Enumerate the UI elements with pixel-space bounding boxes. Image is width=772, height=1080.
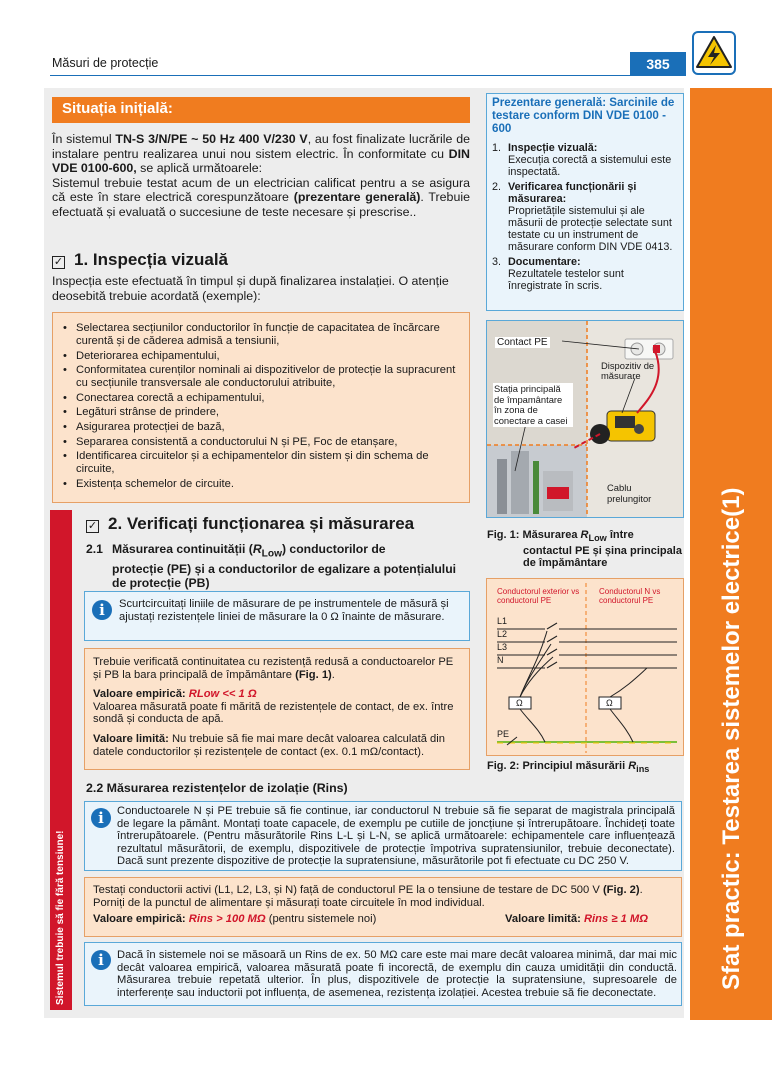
inspection-item: • Deteriorarea echipamentului, bbox=[63, 350, 461, 363]
section-title: Măsuri de protecție bbox=[52, 56, 159, 70]
inspection-text: Inspecția este efectuată în timpul și după finalizarea instalației. O atenție deosebită trebuie acordată (exemple): bbox=[52, 274, 449, 303]
inspection-item: • Legături strânse de prindere, bbox=[63, 406, 461, 419]
side-warning: Sistemul trebuie să fie fără tensiune! bbox=[55, 830, 66, 1005]
side-title: Sfat practic: Testarea sistemelor electrice(1) bbox=[718, 487, 745, 990]
fig2-line-label: L3 bbox=[497, 642, 508, 652]
fig2-line-label: L2 bbox=[497, 629, 508, 639]
page-header bbox=[50, 52, 686, 76]
checkbox-icon: ✓ bbox=[87, 520, 98, 532]
fig2-meter-label: Ω bbox=[516, 698, 523, 708]
inspection-examples-box bbox=[52, 312, 470, 503]
overview-item: 1. Inspecție vizuală: Execuția corectă a sistemului este inspectată. bbox=[492, 142, 672, 179]
info-icon: i bbox=[92, 600, 112, 620]
inspection-item: • Conformitatea curenților nominali ai dispozitivelor de protecție la supracurent cu secțiunile transversale ale conductorului atribuite, bbox=[63, 364, 461, 390]
info-text: Conductoarele N și PE trebuie să fie continue, iar conductorul N trebuie să fie separat de magistrala principală de legare la pământ. Montați toate capacele, de exemplu pe cutiile de joncțiune și întrerupătoare. Închideți toate întrerupătoarele. (Pentru măsurătorile Rins L-L și L-N, se aplică următoarele: echipamentele care influențează rezultatul măsurătorii, de exemplu, dispozitivele de protecție împotriva supratensiunilor, trebuie deconectate). Dacă sunt prezente dispozitive de protecție la supratensiune, măsurătorile pot fi efectuate cu DC 250 V. bbox=[117, 805, 675, 868]
info-icon: i bbox=[91, 808, 111, 828]
inspection-item: • Existența schemelor de circuite. bbox=[63, 478, 461, 491]
overview-item: 3. Documentare: Rezultatele testelor sunt înregistrate în scris. bbox=[492, 256, 624, 293]
page-number: 385 bbox=[630, 52, 686, 76]
overview-box bbox=[486, 93, 684, 311]
fig1-caption: Fig. 1: Măsurarea $R_{Low}$ între contactul PE și șina principala de împământare bbox=[487, 529, 682, 570]
fig1-photo bbox=[486, 320, 684, 518]
info-box-short-circuit bbox=[84, 591, 470, 641]
checkbox-icon: ✓ bbox=[53, 256, 64, 268]
overview-title: Prezentare generală: Sarcinile de testare conform DIN VDE 0100 - 600 bbox=[492, 96, 675, 135]
fig1-label-station: Stația principală de împamântare în zona de conectare a casei bbox=[493, 383, 573, 427]
fig2-col2-label: Conductorul N vs conductorul PE bbox=[599, 587, 661, 605]
inspection-list bbox=[63, 322, 461, 491]
continuity-box bbox=[84, 648, 470, 770]
info-box-insulation bbox=[84, 801, 682, 871]
section-2-2-heading: 2.2 Măsurarea rezistențelor de izolație (Rins) bbox=[86, 781, 348, 795]
overview-item: 2. Verificarea funcționării și măsurarea: Proprietățile sistemului și ale măsurii de protecție selectate sunt testate cu un instrument de măsurare conform DIN VDE 0413. bbox=[492, 181, 673, 254]
fig1-label-contact-pe: Contact PE bbox=[497, 337, 548, 348]
fig2-meter-label: Ω bbox=[606, 698, 613, 708]
insulation-test-box bbox=[84, 877, 682, 937]
continuity-text: Trebuie verificată continuitatea cu rezistență redusă a conductoarelor PE și PB la bara principală de împământare (Fig. 1). bbox=[93, 656, 454, 681]
fig2-col1-label: Conductorul exterior vs conductorul PE bbox=[497, 587, 580, 605]
fig2-schematic bbox=[486, 578, 684, 756]
inspection-item: • Identificarea circuitelor și a echipamentelor din sistem și din schema de circuite, bbox=[63, 450, 461, 476]
limit-value-block: Valoare limită: Rins ≥ 1 MΩ bbox=[505, 912, 648, 925]
limit-value-block: Valoare limită: Nu trebuie să fie mai mare decât valoarea calculată din datele conductorilor și rezistențele de contact (ex. 0.1 mΩ/contact). bbox=[93, 732, 445, 758]
info-icon: i bbox=[91, 950, 111, 970]
situation-title: Situația inițială: bbox=[62, 100, 173, 117]
fig2-line-label: N bbox=[497, 655, 504, 665]
inspection-item: • Separarea consistentă a conductorului N și PE, Foc de etanșare, bbox=[63, 436, 461, 449]
insulation-test-text: Testați conductorii activi (L1, L2, L3, și N) față de conductorul PE la o tensiune de testare de DC 500 V (Fig. 2). Porniți de la punctul de alimentare și măsurați toate circuitele în mod individual. bbox=[93, 884, 643, 909]
empirical-value-block: Valoare empirică: Rins > 100 MΩ (pentru sistemele noi) bbox=[93, 912, 377, 925]
fig2-caption: Fig. 2: Principiul măsurării $R_{ins}$ bbox=[487, 760, 650, 775]
fig1-label-cable: Cablu prelungitor bbox=[607, 482, 652, 504]
info-text: Dacă în sistemele noi se măsoară un Rins de ex. 50 MΩ care este mai mare decât valoarea minimă, dar mai mic decât valoarea empirică, valoarea măsurată poate fi incorectă, de exemplu din cauza umidității din conductă. Măsurarea trebuie repetată ulterior. În plus, dispozitivele de protecție la supratensiune, supresoarele de interferențe sau inductorii pot influența, de asemenea, rezistența izolației. Acestea trebuie să fie deconectate. bbox=[117, 949, 677, 999]
overview-list bbox=[492, 142, 677, 292]
inspection-item: • Selectarea secțiunilor conductorilor în funcție de capacitatea de încărcare curentă și de căderea admisă a tensiunii, bbox=[63, 322, 461, 348]
inspection-item: • Conectarea corectă a echipamentului, bbox=[63, 392, 461, 405]
high-voltage-warning-icon bbox=[692, 31, 736, 75]
fig2-line-label: PE bbox=[497, 729, 510, 739]
fig2-line-label: L1 bbox=[497, 616, 508, 626]
fig1-label-device: Dispozitiv de măsurare bbox=[601, 360, 655, 381]
section-2-1-heading: 2.1 Măsurarea continuității $(R_{Low})$ conductorilor de protecție (PE) și a conductorilor de egalizare a potențialului de protecție (PB) bbox=[86, 542, 457, 591]
empirical-value-block: Valoare empirică: RLow << 1 Ω Valoarea măsurată poate fi mărită de rezistențele de contact, de ex. între sondă și conducta de apă. bbox=[93, 688, 454, 726]
inspection-item: • Asigurarea protecției de bază, bbox=[63, 421, 461, 434]
situation-text: În sistemul TN-S 3/N/PE ~ 50 Hz 400 V/230 V, au fost finalizate lucrările de instalare pentru realizarea unui nou sistem electric. În conformitate cu DIN VDE 0100-600, se aplică următoarele: Sistemul trebuie testat acum de un electrician calificat pentru a se asigura că este în stare electrică corespunzătoare (prezentare generală). Trebuie efectuată și evaluată o succesiune de teste necesare și prescrise.. bbox=[52, 132, 470, 219]
inspection-heading: ✓ 1. Inspecția vizuală bbox=[53, 250, 229, 269]
info-text: Scurtcircuitați liniile de măsurare de pe instrumentele de măsură și ajustați rezistențele liniei de măsurare la 0 Ω înainte de măsurare. bbox=[119, 598, 449, 623]
verification-heading: ✓ 2. Verificați funcționarea și măsurarea bbox=[87, 514, 415, 533]
info-box-humidity bbox=[84, 942, 682, 1006]
